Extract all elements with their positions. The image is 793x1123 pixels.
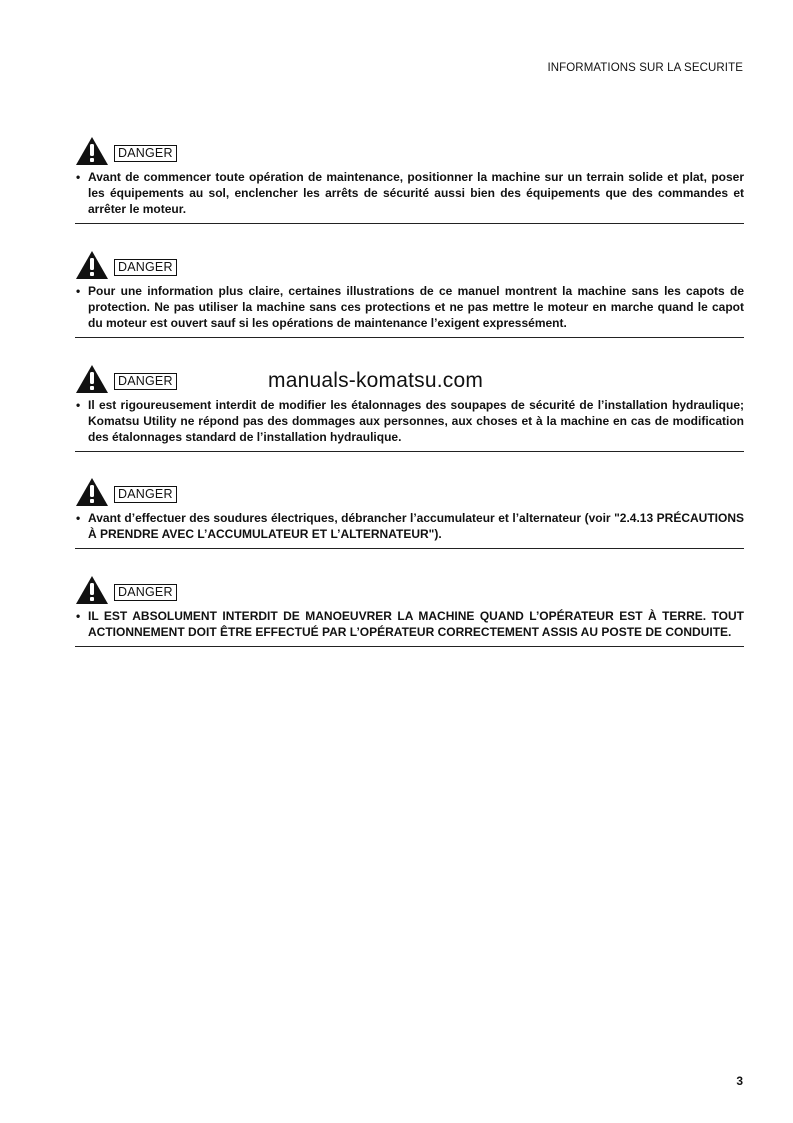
danger-label: DANGER [114,145,177,162]
warning-triangle-icon [75,477,109,507]
watermark-text: manuals-komatsu.com [268,369,484,392]
warning-body: IL EST ABSOLUMENT INTERDIT DE MANOEUVRER LA MACHINE QUAND L’OPÉRATEUR EST À TERRE. TOUT ACTIONNEMENT DOIT ÊTRE EFFECTUÉ PAR L’OPÉRATEUR CORRECTEMENT ASSIS AU POSTE DE CONDUITE. [88,609,744,639]
danger-label: DANGER [114,486,177,503]
warning-body: Pour une information plus claire, certaines illustrations de ce manuel montrent la machine sans les capots de protection. Ne pas utiliser la machine sans ces protections et ne pas mettre le moteur en marche quand le capot du moteur est ouvert sauf si les opérations de maintenance l’exigent expressément. [88,284,744,330]
warning-triangle-icon [75,250,109,280]
warning-text-row [75,283,744,337]
warning-head [75,136,744,166]
danger-label: DANGER [114,373,177,390]
warning-body: Avant d’effectuer des soudures électriques, débrancher l’accumulateur et l’alternateur (voir "2.4.13 PRÉCAUTIONS À PRENDRE AVEC L’ACCUMULATEUR ET L’ALTERNATEUR"). [88,511,744,541]
warning-block-4 [75,477,744,549]
warning-text-row [75,608,744,646]
warning-head [75,250,744,280]
warning-text-row [75,397,744,451]
bullet: • [76,170,81,184]
warning-body: Il est rigoureusement interdit de modifier les étalonnages des soupapes de sécurité de l’installation hydraulique; Komatsu Utility ne répond pas des dommages aux personnes, aux choses et à la machine en cas de modification des étalonnages standard de l’installation hydraulique. [88,398,744,444]
warning-head [75,575,744,605]
bullet: • [76,398,81,412]
danger-label: DANGER [114,259,177,276]
warning-head [75,477,744,507]
warning-body: Avant de commencer toute opération de maintenance, positionner la machine sur un terrain solide et plat, poser les équipements au sol, enclencher les arrêts de sécurité aussi bien des équipements que des commandes et arrêter le moteur. [88,170,744,216]
warning-block-5 [75,575,744,647]
warning-triangle-icon [75,575,109,605]
warning-head [75,364,744,394]
bullet: • [76,609,81,623]
bullet: • [76,284,81,298]
warning-text-row [75,510,744,548]
page-number: 3 [736,1074,743,1088]
danger-label: DANGER [114,584,177,601]
warning-block-2 [75,250,744,338]
warning-block-3 [75,364,744,452]
page-header-title: INFORMATIONS SUR LA SECURITE [547,62,743,74]
warning-block-1 [75,136,744,224]
warning-triangle-icon [75,136,109,166]
warning-text-row [75,169,744,223]
bullet: • [76,511,81,525]
warning-triangle-icon [75,364,109,394]
